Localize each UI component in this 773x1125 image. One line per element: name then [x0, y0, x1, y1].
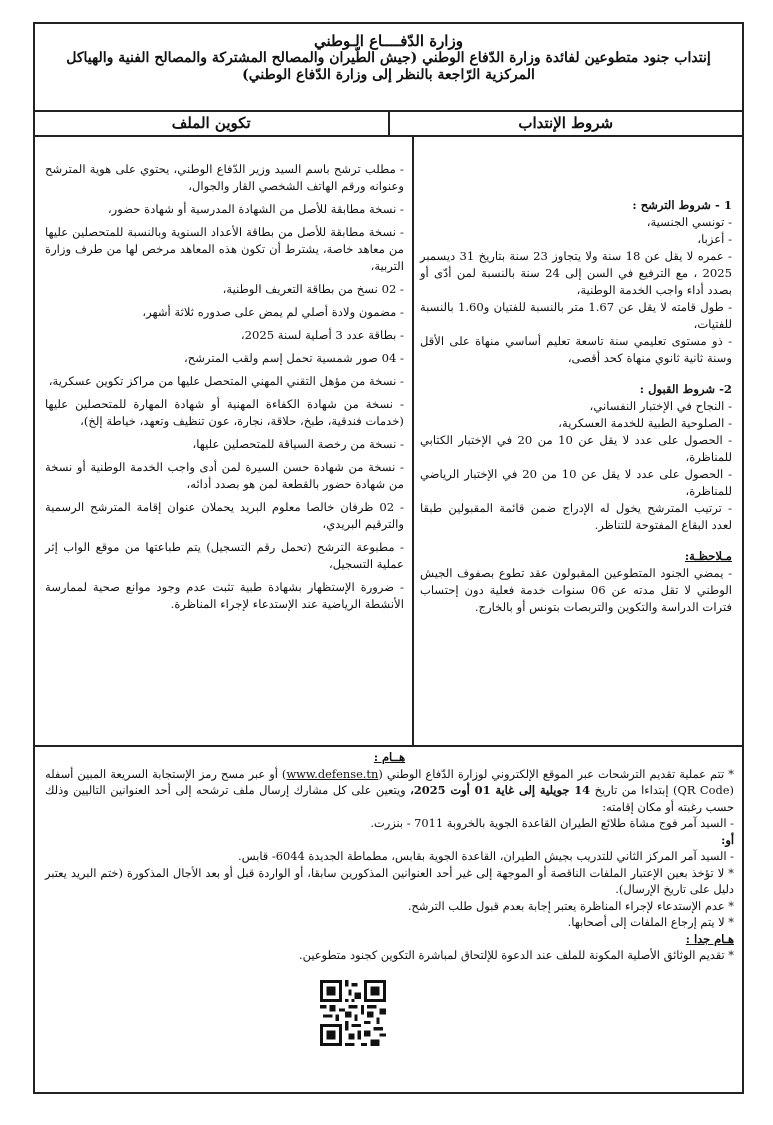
note-title: مـلاحظـة:	[684, 549, 732, 563]
acceptance-item: - الصلوحية الطبية للخدمة العسكرية،	[558, 416, 732, 430]
submission-paragraph: * تتم عملية تقديم الترشحات عبر الموقع الإلكتروني لوزارة الدّفاع الوطني (www.defense.tn) أو عبر مسح رمز الإستجابة السريعة المبين أسفله (QR Code) إبتداءا من تاريخ 14 جويلية إلى غاية 01 أوت 2025، ويتعين على كل مشارك إرسال ملف ترشحه إلى أحد العنوانين التاليين وذلك حسب رغبته أو مكان إقامته:	[45, 766, 734, 814]
candidacy-item: - عمره لا يقل عن 18 سنة ولا يتجاوز 23 سنة بتاريخ 31 ديسمبر 2025 ، مع الترفيع في السن إلى 24 سنة بالنسبة لمن أدّى أو بصدد أداء واجب الخدمة الوطنية،	[419, 249, 733, 297]
important-section	[35, 747, 742, 964]
file-item: - نسخة من رخصة السياقة للمتحصلين عليها،	[192, 437, 404, 451]
address-1: - السيد آمر فوج مشاة طلائع الطيران القاعدة الجوية بالخروبة 7011 - بنزرت.	[370, 816, 734, 830]
announcement-title: إنتداب جنود متطوعين لفائدة وزارة الدّفاع الوطني (جيش الطّيران والمصالح المشتركة والمصالح الفنية والهياكل المركزية الرّاجعة بالنظر إلى وزارة الدّفاع الوطني)	[66, 50, 711, 83]
qr-label: QR Code	[677, 783, 730, 797]
file-item: - نسخة مطابقة للأصل من بطاقة الأعداد السنوية وبالنسبة للمتحصلين عليها من معاهد خاصة، يشترط أن تكون هذه المعاهد مرخص لها من طرف وزارة التربية،	[45, 225, 404, 273]
rule-item: * لا يتم إرجاع الملفات إلى أصحابها.	[567, 915, 734, 929]
file-item: - مضمون ولادة أصلي لم يمض على صدوره ثلاثة أشهر،	[142, 305, 404, 319]
qr-code-icon[interactable]	[320, 980, 386, 1046]
candidacy-item: - أعزبا،	[697, 232, 732, 246]
acceptance-item: - الحصول على عدد لا يقل عن 10 من 20 في الإختبار الرياضي للمناظرة،	[419, 467, 732, 498]
rule-item: * عدم الإستدعاء لإجراء المناظرة يعتبر إجابة بعدم قبول طلب الترشح.	[407, 898, 734, 913]
acceptance-item: - النجاح في الإختبار النفساني،	[589, 399, 732, 413]
or-label: أو:	[721, 832, 734, 847]
candidacy-item: - تونسي الجنسية،	[646, 215, 732, 229]
address-2: - السيد آمر المركز الثاني للتدريب بجيش الطيران، القاعدة الجوية بقابس، مطماطة الجديدة 6044- قابس.	[238, 849, 734, 863]
file-item: - مطبوعة الترشح (تحمل رقم التسجيل) يتم طباعتها من موقع الواب إثر عملية التسجيل،	[45, 540, 404, 571]
file-item: - ضرورة الإستظهار بشهادة طبية تثبت عدم وجود موانع صحية لممارسة الأنشطة الرياضية عند الإستدعاء لإجراء المناظرة.	[45, 580, 404, 611]
important-title: هــام :	[373, 750, 406, 764]
file-item: - بطاقة عدد 3 أصلية لسنة 2025،	[240, 328, 404, 342]
note-text: - يمضي الجنود المتطوعين المقبولون عقد تطوع بصفوف الجيش الوطني لا تقل مدته عن 06 سنوات خدمة فعلية دون إحتساب فترات الدراسة والتكوين والتربصات بتونس أو بالخارج.	[419, 566, 732, 614]
candidacy-title: 1 - شروط الترشح :	[632, 198, 732, 212]
very-important-title: هـام جدا :	[685, 931, 734, 946]
file-column	[35, 137, 412, 745]
submission-dates: 14 جويلية إلى غاية 01 أوت 2025،	[410, 783, 591, 797]
body-columns	[35, 137, 742, 747]
file-item: - نسخة مطابقة للأصل من الشهادة المدرسية أو شهادة حضور،	[107, 202, 404, 216]
candidacy-item: - طول قامته لا يقل عن 1.67 متر بالنسبة للفتيان و1.60 بالنسبة للفتيات،	[419, 300, 732, 331]
ministry-name: وزارة الدّفــــاع الـوطني	[314, 32, 463, 50]
file-item: - نسخة من مؤهل التقني المهني المتحصل عليها من مراكز تكوين عسكرية،	[48, 374, 404, 388]
conditions-column	[412, 137, 742, 745]
file-item: - 02 نسخ من بطاقة التعريف الوطنية،	[222, 282, 404, 296]
header	[35, 24, 742, 112]
file-item: - مطلب ترشح باسم السيد وزير الدّفاع الوطني، يحتوي على هوية المترشح وعنوانه ورقم الهاتف الشخصي القار والجوال،	[45, 162, 404, 193]
announcement-frame	[33, 22, 744, 1094]
very-important-text: * تقديم الوثائق الأصلية المكونة للملف عند الدعوة للإلتحاق لمباشرة التكوين كجنود متطوعين.	[299, 948, 734, 962]
column-headers	[35, 112, 742, 137]
conditions-header: شروط الإنتداب	[388, 112, 743, 135]
acceptance-item: - ترتيب المترشح يخول له الإدراج ضمن قائمة المقبولين طبقا لعدد البقاع المفتوحة للتناظر.	[419, 501, 732, 532]
acceptance-title: 2- شروط القبول :	[639, 382, 732, 396]
rule-item: * لا تؤخذ بعين الإعتبار الملفات الناقصة أو الموجهة إلى غير أحد العنوانين المذكورين سابقا، أو الواردة قبل أو بعد الأجال المذكورة (ختم البريد يعتبر دليل على تاريخ الإرسال).	[45, 865, 734, 896]
file-item: - نسخة من شهادة الكفاءة المهنية أو شهادة المهارة للمتحصلين عليها (خدمات فندقية، طبخ، حلاقة، نجارة، عون تنظيف وتعهد، خياطة إلخ)،	[45, 397, 404, 428]
website-link[interactable]: www.defense.tn	[286, 766, 379, 781]
acceptance-item: - الحصول على عدد لا يقل عن 10 من 20 في الإختبار الكتابي للمناظرة،	[419, 433, 732, 464]
candidacy-item: - ذو مستوى تعليمي سنة تاسعة تعليم أساسي منهاة على الأقل وسنة ثانية ثانوي منهاة كحد أقصى،	[419, 334, 732, 365]
file-item: - نسخة من شهادة حسن السيرة لمن أدى واجب الخدمة الوطنية أو نسخة من شهادة حضور بالقطعة لمن هو بصدد أدائه،	[45, 460, 404, 491]
file-item: - 02 ظرفان خالصا معلوم البريد يحملان عنوان إقامة المترشح الرسمية والترقيم البريدي،	[45, 500, 404, 531]
file-item: - 04 صور شمسية تحمل إسم ولقب المترشح،	[184, 351, 404, 365]
file-header: تكوين الملف	[171, 114, 251, 132]
